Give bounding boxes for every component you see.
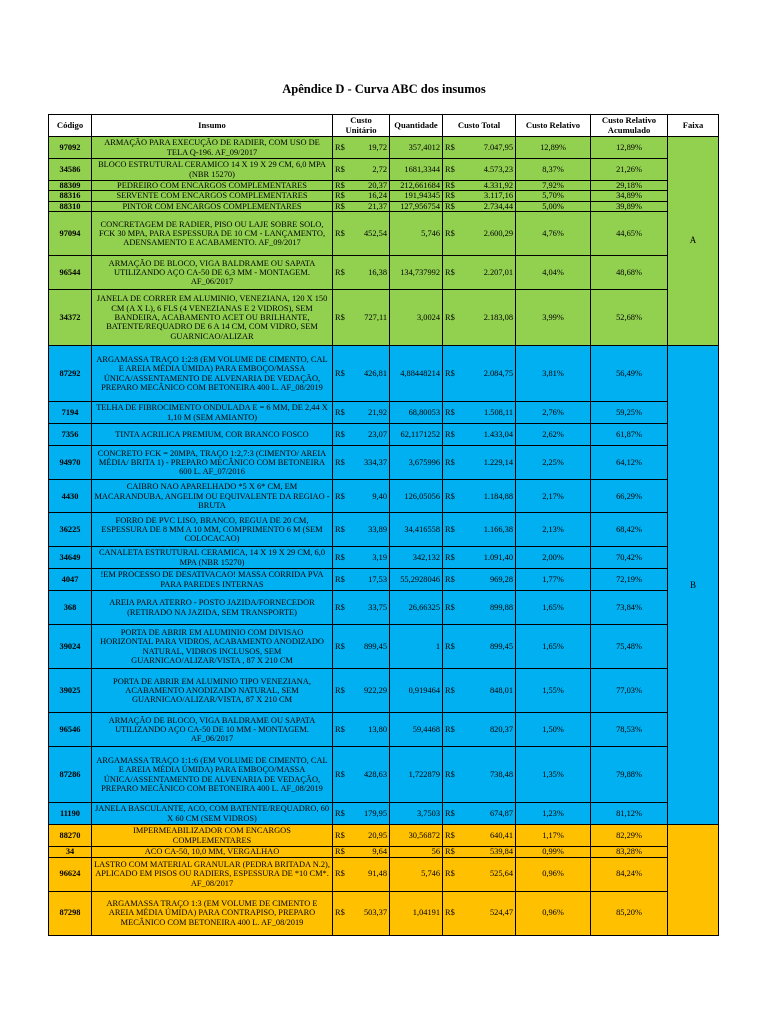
cell-insumo: CONCRETAGEM DE RADIER, PISO OU LAJE SOBRE SOLO, FCK 30 MPA, PARA ESPESSURA DE 10 CM - LANÇAMENTO, ADENSAMENTO E ACABAMENTO. AF_09/2017 — [92, 212, 333, 256]
cell-currency-total: R$ — [443, 547, 462, 569]
cell-custo-relativo: 1,65% — [516, 591, 591, 625]
cell-quantidade: 62,1171252 — [390, 424, 443, 446]
cell-codigo: 7356 — [49, 424, 92, 446]
cell-currency-total: R$ — [443, 891, 462, 935]
table-row — [49, 290, 719, 346]
cell-currency-unit: R$ — [333, 191, 351, 201]
table-row — [49, 891, 719, 935]
cell-custo-relativo-acumulado: 12,89% — [591, 137, 668, 159]
table-row — [49, 181, 719, 191]
cell-custo-unitario: 19,72 — [351, 137, 390, 159]
cell-custo-relativo: 7,92% — [516, 181, 591, 191]
cell-currency-unit: R$ — [333, 137, 351, 159]
cell-custo-unitario: 21,37 — [351, 201, 390, 211]
cell-insumo: ACO CA-50, 10,0 MM, VERGALHAO — [92, 847, 333, 857]
cell-insumo: ARGAMASSA TRAÇO 1:3 (EM VOLUME DE CIMENTO E AREIA MÉDIA ÚMIDA) PARA CONTRAPISO, PREPARO MECÂNICO COM BETONEIRA 400 L. AF_08/2019 — [92, 891, 333, 935]
cell-currency-total: R$ — [443, 513, 462, 547]
cell-currency-total: R$ — [443, 212, 462, 256]
abc-table — [48, 114, 719, 936]
cell-quantidade: 1 — [390, 625, 443, 669]
cell-quantidade: 1,04191 — [390, 891, 443, 935]
cell-currency-unit: R$ — [333, 513, 351, 547]
cell-currency-unit: R$ — [333, 825, 351, 847]
cell-custo-total: 2.734,44 — [462, 201, 516, 211]
cell-insumo: LASTRO COM MATERIAL GRANULAR (PEDRA BRITADA N.2), APLICADO EM PISOS OU RADIERS, ESPESSURA DE *10 CM*. AF_08/2017 — [92, 857, 333, 891]
cell-insumo: TINTA ACRILICA PREMIUM, COR BRANCO FOSCO — [92, 424, 333, 446]
cell-custo-unitario: 9,40 — [351, 480, 390, 513]
cell-custo-relativo: 1,77% — [516, 569, 591, 591]
cell-codigo: 88270 — [49, 825, 92, 847]
cell-currency-total: R$ — [443, 201, 462, 211]
cell-insumo: TELHA DE FIBROCIMENTO ONDULADA E = 6 MM, DE 2,44 X 1,10 M (SEM AMIANTO) — [92, 402, 333, 424]
cell-currency-total: R$ — [443, 625, 462, 669]
cell-custo-unitario: 20,95 — [351, 825, 390, 847]
table-row — [49, 346, 719, 402]
cell-custo-relativo-acumulado: 70,42% — [591, 547, 668, 569]
cell-currency-total: R$ — [443, 825, 462, 847]
cell-custo-total: 524,47 — [462, 891, 516, 935]
cell-codigo: 39025 — [49, 669, 92, 713]
cell-custo-total: 899,45 — [462, 625, 516, 669]
cell-quantidade: 26,66325 — [390, 591, 443, 625]
cell-codigo: 87286 — [49, 747, 92, 803]
cell-quantidade: 68,80053 — [390, 402, 443, 424]
cell-custo-unitario: 23,07 — [351, 424, 390, 446]
table-row — [49, 256, 719, 290]
table-row — [49, 212, 719, 256]
table-row — [49, 591, 719, 625]
cell-custo-relativo: 3,99% — [516, 290, 591, 346]
cell-custo-unitario: 2,72 — [351, 159, 390, 181]
cell-custo-relativo: 5,00% — [516, 201, 591, 211]
cell-custo-relativo: 0,96% — [516, 891, 591, 935]
cell-insumo: JANELA BASCULANTE, ACO, COM BATENTE/REQUADRO, 60 X 60 CM (SEM VIDROS) — [92, 803, 333, 825]
cell-currency-unit: R$ — [333, 569, 351, 591]
cell-custo-unitario: 20,37 — [351, 181, 390, 191]
cell-custo-total: 640,41 — [462, 825, 516, 847]
header-custo-relativo: Custo Relativo — [516, 115, 591, 137]
table-row — [49, 747, 719, 803]
cell-custo-relativo-acumulado: 44,65% — [591, 212, 668, 256]
table-row — [49, 547, 719, 569]
cell-insumo: ARGAMASSA TRAÇO 1:2:8 (EM VOLUME DE CIMENTO, CAL E AREIA MÉDIA ÚMIDA) PARA EMBOÇO/MASSA ÚNICA/ASSENTAMENTO DE ALVENARIA DE VEDAÇÃO, PREPARO MECÂNICO COM BETONEIRA 400 L. AF_08/2019 — [92, 346, 333, 402]
cell-currency-total: R$ — [443, 424, 462, 446]
cell-codigo: 87292 — [49, 346, 92, 402]
cell-codigo: 34 — [49, 847, 92, 857]
cell-custo-total: 2.207,01 — [462, 256, 516, 290]
cell-currency-total: R$ — [443, 713, 462, 747]
cell-custo-relativo: 1,17% — [516, 825, 591, 847]
cell-quantidade: 1,722879 — [390, 747, 443, 803]
cell-faixa-c — [668, 825, 719, 935]
cell-custo-total: 899,88 — [462, 591, 516, 625]
cell-insumo: ARMAÇÃO PARA EXECUÇÃO DE RADIER, COM USO DE TELA Q-196. AF_09/2017 — [92, 137, 333, 159]
cell-currency-total: R$ — [443, 402, 462, 424]
cell-custo-unitario: 3,19 — [351, 547, 390, 569]
page-title: Apêndice D - Curva ABC dos insumos — [282, 82, 486, 96]
cell-custo-relativo: 1,23% — [516, 803, 591, 825]
cell-custo-total: 2.183,08 — [462, 290, 516, 346]
cell-quantidade: 134,737992 — [390, 256, 443, 290]
cell-custo-relativo-acumulado: 77,03% — [591, 669, 668, 713]
table-row — [49, 191, 719, 201]
cell-codigo: 36225 — [49, 513, 92, 547]
cell-custo-unitario: 334,37 — [351, 446, 390, 480]
cell-custo-total: 1.166,38 — [462, 513, 516, 547]
cell-codigo: 88310 — [49, 201, 92, 211]
cell-custo-relativo: 2,00% — [516, 547, 591, 569]
cell-custo-total: 820,37 — [462, 713, 516, 747]
cell-codigo: 4047 — [49, 569, 92, 591]
cell-codigo: 94970 — [49, 446, 92, 480]
cell-custo-total: 539,84 — [462, 847, 516, 857]
cell-currency-unit: R$ — [333, 212, 351, 256]
cell-custo-unitario: 13,80 — [351, 713, 390, 747]
table-row — [49, 446, 719, 480]
table-row — [49, 137, 719, 159]
cell-custo-relativo: 3,81% — [516, 346, 591, 402]
cell-codigo: 7194 — [49, 402, 92, 424]
cell-quantidade: 5,746 — [390, 212, 443, 256]
cell-custo-relativo: 12,89% — [516, 137, 591, 159]
cell-custo-relativo: 2,25% — [516, 446, 591, 480]
cell-insumo: ARMAÇÃO DE BLOCO, VIGA BALDRAME OU SAPATA UTILIZANDO AÇO CA-50 DE 10 MM - MONTAGEM. AF_06/2017 — [92, 713, 333, 747]
cell-custo-unitario: 179,95 — [351, 803, 390, 825]
table-row — [49, 803, 719, 825]
cell-quantidade: 342,132 — [390, 547, 443, 569]
cell-insumo: ARGAMASSA TRAÇO 1:1:6 (EM VOLUME DE CIMENTO, CAL E AREIA MÉDIA ÚMIDA) PARA EMBOÇO/MASSA ÚNICA/ASSENTAMENTO DE ALVENARIA DE VEDAÇÃO, PREPARO MECÂNICO COM BETONEIRA 400 L. AF_08/2019 — [92, 747, 333, 803]
header-quantidade: Quantidade — [390, 115, 443, 137]
cell-currency-total: R$ — [443, 569, 462, 591]
cell-codigo: 368 — [49, 591, 92, 625]
cell-custo-unitario: 16,24 — [351, 191, 390, 201]
cell-currency-unit: R$ — [333, 159, 351, 181]
cell-quantidade: 59,4468 — [390, 713, 443, 747]
cell-codigo: 88309 — [49, 181, 92, 191]
cell-custo-unitario: 899,45 — [351, 625, 390, 669]
cell-currency-unit: R$ — [333, 803, 351, 825]
cell-currency-unit: R$ — [333, 713, 351, 747]
cell-quantidade: 357,4012 — [390, 137, 443, 159]
cell-custo-total: 1.229,14 — [462, 446, 516, 480]
cell-quantidade: 3,0024 — [390, 290, 443, 346]
cell-codigo: 34649 — [49, 547, 92, 569]
cell-custo-total: 1.433,04 — [462, 424, 516, 446]
cell-custo-total: 969,28 — [462, 569, 516, 591]
cell-insumo: BLOCO ESTRUTURAL CERAMICO 14 X 19 X 29 CM, 6,0 MPA (NBR 15270) — [92, 159, 333, 181]
table-row — [49, 402, 719, 424]
cell-currency-total: R$ — [443, 480, 462, 513]
cell-currency-total: R$ — [443, 290, 462, 346]
cell-custo-relativo-acumulado: 84,24% — [591, 857, 668, 891]
cell-currency-unit: R$ — [333, 669, 351, 713]
cell-quantidade: 3,7503 — [390, 803, 443, 825]
table-row — [49, 713, 719, 747]
cell-custo-relativo-acumulado: 73,84% — [591, 591, 668, 625]
cell-custo-relativo-acumulado: 59,25% — [591, 402, 668, 424]
cell-custo-unitario: 91,48 — [351, 857, 390, 891]
cell-currency-unit: R$ — [333, 625, 351, 669]
cell-custo-relativo-acumulado: 72,19% — [591, 569, 668, 591]
cell-custo-relativo-acumulado: 56,49% — [591, 346, 668, 402]
cell-quantidade: 55,2928046 — [390, 569, 443, 591]
cell-quantidade: 34,416558 — [390, 513, 443, 547]
cell-codigo: 34372 — [49, 290, 92, 346]
cell-custo-relativo: 2,62% — [516, 424, 591, 446]
cell-codigo: 34586 — [49, 159, 92, 181]
cell-custo-unitario: 503,37 — [351, 891, 390, 935]
cell-custo-unitario: 9,64 — [351, 847, 390, 857]
table-row — [49, 847, 719, 857]
cell-codigo: 96546 — [49, 713, 92, 747]
table-row — [49, 569, 719, 591]
header-codigo: Código — [49, 115, 92, 137]
cell-custo-relativo-acumulado: 34,89% — [591, 191, 668, 201]
cell-custo-total: 1.184,88 — [462, 480, 516, 513]
cell-insumo: IMPERMEABILIZADOR COM ENCARGOS COMPLEMENTARES — [92, 825, 333, 847]
cell-custo-relativo: 1,50% — [516, 713, 591, 747]
cell-faixa-b: B — [668, 346, 719, 825]
cell-currency-total: R$ — [443, 847, 462, 857]
cell-insumo: SERVENTE COM ENCARGOS COMPLEMENTARES — [92, 191, 333, 201]
cell-currency-unit: R$ — [333, 290, 351, 346]
cell-custo-total: 7.047,95 — [462, 137, 516, 159]
cell-custo-relativo-acumulado: 66,29% — [591, 480, 668, 513]
cell-quantidade: 3,675996 — [390, 446, 443, 480]
cell-currency-unit: R$ — [333, 547, 351, 569]
cell-currency-unit: R$ — [333, 857, 351, 891]
cell-codigo: 4430 — [49, 480, 92, 513]
cell-currency-unit: R$ — [333, 424, 351, 446]
cell-custo-relativo: 1,35% — [516, 747, 591, 803]
cell-custo-unitario: 727,11 — [351, 290, 390, 346]
cell-custo-unitario: 33,75 — [351, 591, 390, 625]
cell-custo-relativo-acumulado: 29,18% — [591, 181, 668, 191]
cell-custo-unitario: 21,92 — [351, 402, 390, 424]
cell-custo-relativo: 4,76% — [516, 212, 591, 256]
cell-faixa-a: A — [668, 137, 719, 346]
cell-insumo: PORTA DE ABRIR EM ALUMINIO COM DIVISAO HORIZONTAL PARA VIDROS, ACABAMENTO ANODIZADO NATURAL, VIDROS INCLUSOS, SEM GUARNICAO/ALIZAR/VISTA , 87 X 210 CM — [92, 625, 333, 669]
cell-quantidade: 126,05056 — [390, 480, 443, 513]
cell-custo-relativo-acumulado: 82,29% — [591, 825, 668, 847]
cell-custo-relativo-acumulado: 81,12% — [591, 803, 668, 825]
cell-custo-relativo-acumulado: 68,42% — [591, 513, 668, 547]
cell-custo-total: 525,64 — [462, 857, 516, 891]
cell-custo-total: 674,87 — [462, 803, 516, 825]
cell-quantidade: 127,956754 — [390, 201, 443, 211]
cell-custo-relativo: 5,70% — [516, 191, 591, 201]
cell-currency-total: R$ — [443, 591, 462, 625]
cell-custo-relativo-acumulado: 39,89% — [591, 201, 668, 211]
cell-currency-total: R$ — [443, 256, 462, 290]
cell-custo-relativo-acumulado: 78,53% — [591, 713, 668, 747]
cell-custo-total: 2.084,75 — [462, 346, 516, 402]
cell-custo-total: 3.117,16 — [462, 191, 516, 201]
cell-insumo: PORTA DE ABRIR EM ALUMINIO TIPO VENEZIANA, ACABAMENTO ANODIZADO NATURAL, SEM GUARNICAO/ALIZAR/VISTA, 87 X 210 CM — [92, 669, 333, 713]
table-row — [49, 669, 719, 713]
cell-custo-unitario: 428,63 — [351, 747, 390, 803]
cell-custo-unitario: 16,38 — [351, 256, 390, 290]
cell-insumo: AREIA PARA ATERRO - POSTO JAZIDA/FORNECEDOR (RETIRADO NA JAZIDA, SEM TRANSPORTE) — [92, 591, 333, 625]
cell-currency-unit: R$ — [333, 446, 351, 480]
cell-custo-unitario: 17,53 — [351, 569, 390, 591]
cell-currency-unit: R$ — [333, 346, 351, 402]
cell-custo-relativo: 8,37% — [516, 159, 591, 181]
header-row — [49, 115, 719, 137]
cell-currency-total: R$ — [443, 803, 462, 825]
cell-currency-unit: R$ — [333, 181, 351, 191]
cell-custo-total: 4.573,23 — [462, 159, 516, 181]
cell-custo-unitario: 426,81 — [351, 346, 390, 402]
cell-quantidade: 30,56872 — [390, 825, 443, 847]
cell-currency-total: R$ — [443, 159, 462, 181]
header-custo-unitario: Custo Unitário — [333, 115, 390, 137]
cell-custo-relativo: 2,17% — [516, 480, 591, 513]
cell-currency-unit: R$ — [333, 591, 351, 625]
cell-insumo: FORRO DE PVC LISO, BRANCO, REGUA DE 20 CM, ESPESSURA DE 8 MM A 10 MM, COMPRIMENTO 6 M (SEM COLOCACAO) — [92, 513, 333, 547]
cell-currency-unit: R$ — [333, 256, 351, 290]
cell-custo-relativo: 1,65% — [516, 625, 591, 669]
cell-custo-relativo-acumulado: 52,68% — [591, 290, 668, 346]
table-row — [49, 424, 719, 446]
cell-custo-total: 848,01 — [462, 669, 516, 713]
cell-currency-unit: R$ — [333, 891, 351, 935]
cell-currency-unit: R$ — [333, 402, 351, 424]
table-row — [49, 857, 719, 891]
cell-currency-total: R$ — [443, 669, 462, 713]
cell-custo-relativo: 0,99% — [516, 847, 591, 857]
cell-currency-total: R$ — [443, 137, 462, 159]
cell-quantidade: 4,88448214 — [390, 346, 443, 402]
cell-custo-total: 1.508,11 — [462, 402, 516, 424]
cell-custo-total: 738,48 — [462, 747, 516, 803]
cell-insumo: JANELA DE CORRER EM ALUMINIO, VENEZIANA, 120 X 150 CM (A X L), 6 FLS (4 VENEZIANAS E 2 VIDROS), SEM BANDEIRA, ACABAMENTO ACET OU BRILHANTE, BATENTE/REQUADRO DE 6 A 14 CM, COM VIDRO, SEM GUARNICAO/ALIZAR — [92, 290, 333, 346]
cell-codigo: 88316 — [49, 191, 92, 201]
cell-codigo: 97092 — [49, 137, 92, 159]
cell-custo-total: 1.091,40 — [462, 547, 516, 569]
cell-custo-relativo: 1,55% — [516, 669, 591, 713]
cell-custo-relativo-acumulado: 61,87% — [591, 424, 668, 446]
cell-custo-relativo: 2,76% — [516, 402, 591, 424]
header-custo-relativo-acumulado: Custo Relativo Acumulado — [591, 115, 668, 137]
cell-currency-unit: R$ — [333, 747, 351, 803]
cell-currency-unit: R$ — [333, 201, 351, 211]
cell-custo-unitario: 922,29 — [351, 669, 390, 713]
cell-currency-total: R$ — [443, 191, 462, 201]
cell-codigo: 87298 — [49, 891, 92, 935]
table-row — [49, 513, 719, 547]
cell-quantidade: 212,661684 — [390, 181, 443, 191]
cell-custo-relativo: 2,13% — [516, 513, 591, 547]
cell-currency-unit: R$ — [333, 847, 351, 857]
cell-custo-relativo-acumulado: 21,26% — [591, 159, 668, 181]
cell-quantidade: 5,746 — [390, 857, 443, 891]
cell-insumo: PEDREIRO COM ENCARGOS COMPLEMENTARES — [92, 181, 333, 191]
cell-custo-unitario: 33,89 — [351, 513, 390, 547]
cell-custo-relativo-acumulado: 64,12% — [591, 446, 668, 480]
cell-custo-unitario: 452,54 — [351, 212, 390, 256]
table-row — [49, 480, 719, 513]
cell-currency-total: R$ — [443, 446, 462, 480]
header-faixa: Faixa — [668, 115, 719, 137]
cell-codigo: 96544 — [49, 256, 92, 290]
cell-codigo: 39024 — [49, 625, 92, 669]
cell-currency-total: R$ — [443, 747, 462, 803]
cell-insumo: PINTOR COM ENCARGOS COMPLEMENTARES — [92, 201, 333, 211]
cell-currency-total: R$ — [443, 181, 462, 191]
cell-custo-relativo: 0,96% — [516, 857, 591, 891]
cell-quantidade: 1681,3344 — [390, 159, 443, 181]
cell-quantidade: 56 — [390, 847, 443, 857]
cell-insumo: CAIBRO NAO APARELHADO *5 X 6* CM, EM MACARANDUBA, ANGELIM OU EQUIVALENTE DA REGIAO - BRUTA — [92, 480, 333, 513]
cell-currency-total: R$ — [443, 857, 462, 891]
cell-quantidade: 191,94345 — [390, 191, 443, 201]
cell-custo-relativo-acumulado: 48,68% — [591, 256, 668, 290]
table-body — [49, 137, 719, 936]
cell-custo-total: 2.600,29 — [462, 212, 516, 256]
cell-currency-unit: R$ — [333, 480, 351, 513]
table-row — [49, 159, 719, 181]
cell-custo-relativo-acumulado: 85,20% — [591, 891, 668, 935]
cell-custo-relativo: 4,04% — [516, 256, 591, 290]
table-row — [49, 625, 719, 669]
cell-insumo: !EM PROCESSO DE DESATIVACAO! MASSA CORRIDA PVA PARA PAREDES INTERNAS — [92, 569, 333, 591]
table-row — [49, 825, 719, 847]
cell-quantidade: 0,919464 — [390, 669, 443, 713]
cell-insumo: CANALETA ESTRUTURAL CERAMICA, 14 X 19 X 29 CM, 6,0 MPA (NBR 15270) — [92, 547, 333, 569]
cell-custo-relativo-acumulado: 79,88% — [591, 747, 668, 803]
header-custo-total: Custo Total — [443, 115, 516, 137]
cell-codigo: 11190 — [49, 803, 92, 825]
header-insumo: Insumo — [92, 115, 333, 137]
cell-custo-total: 4.331,92 — [462, 181, 516, 191]
cell-insumo: CONCRETO FCK = 20MPA, TRAÇO 1:2,7:3 (CIMENTO/ AREIA MÉDIA/ BRITA 1) - PREPARO MECÂNICO COM BETONEIRA 600 L. AF_07/2016 — [92, 446, 333, 480]
cell-insumo: ARMAÇÃO DE BLOCO, VIGA BALDRAME OU SAPATA UTILIZANDO AÇO CA-50 DE 6,3 MM - MONTAGEM. AF_06/2017 — [92, 256, 333, 290]
cell-codigo: 97094 — [49, 212, 92, 256]
table-row — [49, 201, 719, 211]
cell-codigo: 96624 — [49, 857, 92, 891]
cell-custo-relativo-acumulado: 83,28% — [591, 847, 668, 857]
cell-custo-relativo-acumulado: 75,48% — [591, 625, 668, 669]
cell-currency-total: R$ — [443, 346, 462, 402]
